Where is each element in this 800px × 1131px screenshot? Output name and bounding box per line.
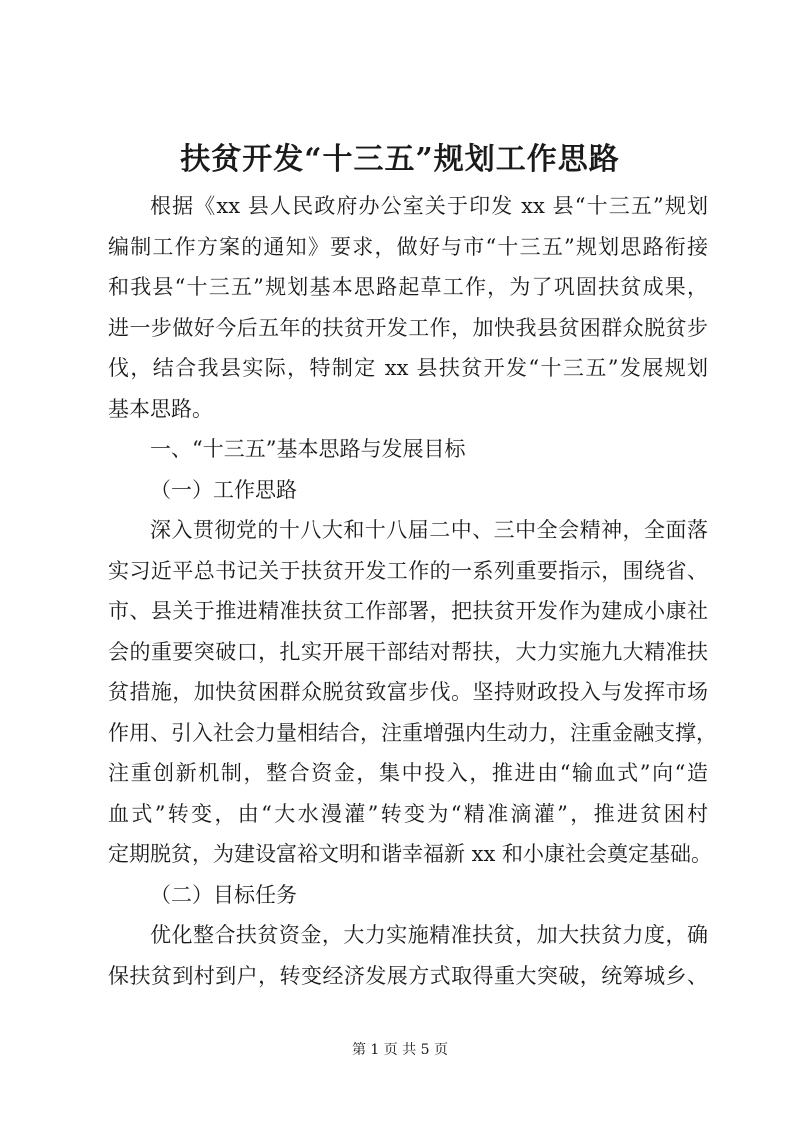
section-heading: 一、“十三五”基本思路与发展目标 [150,437,466,461]
paragraph-line: 优化整合扶贫资金，大力实施精准扶贫，加大扶贫力度，确 [150,923,708,947]
paragraph-line: 编制工作方案的通知》要求，做好与市“十三五”规划思路衔接 [108,234,708,259]
document-title: 扶贫开发“十三五”规划工作思路 [180,142,620,177]
paragraph-line: 进一步做好今后五年的扶贫开发工作，加快我县贫困群众脱贫步 [108,315,708,340]
paragraph-line: 定期脱贫，为建设富裕文明和谐幸福新 xx 和小康社会奠定基础。 [108,842,713,866]
paragraph-line: 深入贯彻党的十八大和十八届二中、三中全会精神，全面落 [150,518,708,542]
paragraph-line: 根据《xx 县人民政府办公室关于印发 xx 县“十三五”规划 [150,194,708,218]
paragraph-line: 保扶贫到村到户，转变经济发展方式取得重大突破，统筹城乡、 [108,963,708,988]
paragraph-line: 作用、引入社会力量相结合，注重增强内生动力，注重金融支撑， [108,720,717,745]
subsection-heading: （一）工作思路 [150,477,297,502]
paragraph-line: 实习近平总书记关于扶贫开发工作的一系列重要指示，围绕省、 [108,558,708,583]
paragraph-line: 血式”转变，由“大水漫灌”转变为“精准滴灌”，推进贫困村 [108,801,708,826]
document-body [108,186,717,996]
subsection-heading: （二）目标任务 [150,882,297,907]
paragraph-line: 贫措施，加快贫困群众脱贫致富步伐。坚持财政投入与发挥市场 [108,680,708,704]
page-footer: 第 1 页 共 5 页 [351,1042,449,1058]
paragraph-line: 和我县“十三五”规划基本思路起草工作，为了巩固扶贫成果， [108,275,708,299]
paragraph-line: 注重创新机制，整合资金，集中投入，推进由“输血式”向“造 [108,761,708,785]
paragraph-line: 会的重要突破口，扎实开展干部结对帮扶，大力实施九大精准扶 [108,639,708,664]
paragraph-line: 伐，结合我县实际，特制定 xx 县扶贫开发“十三五”发展规划 [108,356,708,380]
paragraph-line: 市、县关于推进精准扶贫工作部署，把扶贫开发作为建成小康社 [108,599,708,623]
paragraph-line: 基本思路。 [108,396,213,421]
